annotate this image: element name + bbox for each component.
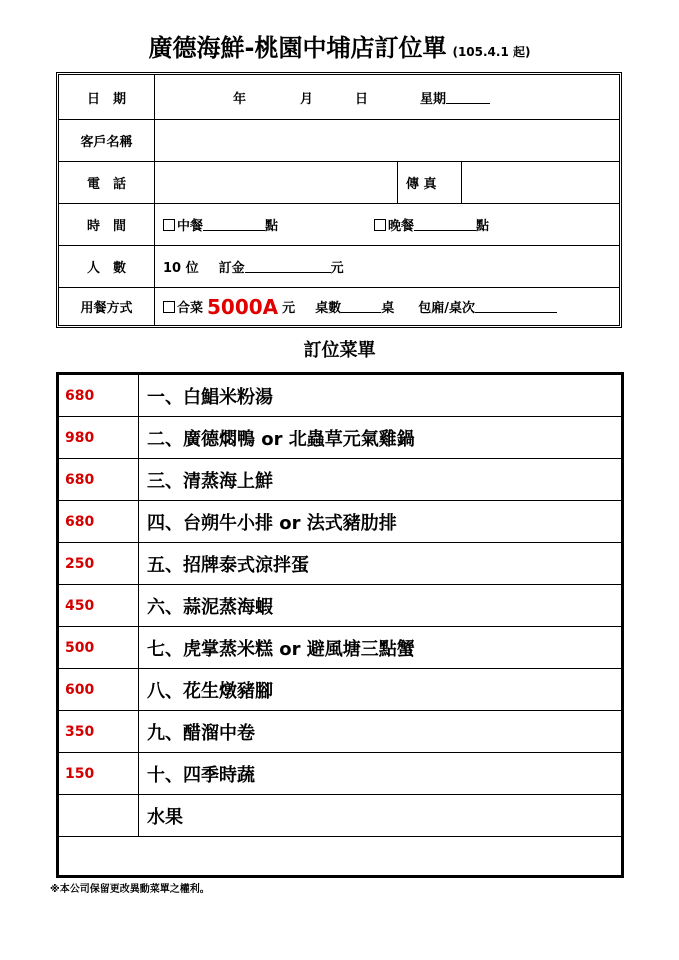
menu-row	[59, 669, 621, 711]
date-row	[59, 75, 619, 120]
menu-empty-row	[59, 837, 621, 875]
menu-row	[59, 627, 621, 669]
menu-price: 150	[59, 753, 139, 794]
date-label: 日 期	[59, 75, 155, 119]
deposit-unit: 元	[330, 261, 344, 276]
people-field	[155, 246, 619, 287]
menu-dish: 九、醋溜中卷	[147, 722, 255, 744]
year-text: 年	[233, 91, 247, 107]
menu-row	[59, 501, 621, 543]
fax-label: 傳 真	[398, 162, 462, 203]
people-row	[59, 246, 619, 288]
menu-price: 680	[59, 459, 139, 500]
menu-row	[59, 417, 621, 459]
menu-dish: 水果	[147, 806, 183, 828]
menu-dish: 八、花生燉豬腳	[147, 680, 273, 702]
lunch-checkbox[interactable]	[163, 219, 175, 231]
menu-price: 350	[59, 711, 139, 752]
date-field[interactable]	[155, 75, 619, 119]
footnote: ※本公司保留更改異動菜單之權利。	[50, 884, 210, 895]
menu-price: 250	[59, 543, 139, 584]
set-menu-checkbox[interactable]	[163, 301, 175, 313]
tables-unit: 桌	[381, 301, 395, 316]
menu-dish: 十、四季時蔬	[147, 764, 255, 786]
time-label: 時 間	[59, 204, 155, 245]
time-row	[59, 204, 619, 246]
deposit-blank[interactable]	[245, 260, 331, 273]
deposit-label: 訂金	[218, 261, 245, 276]
dining-row	[59, 288, 619, 325]
phone-label: 電 話	[59, 162, 155, 203]
booking-info-table	[56, 72, 622, 328]
menu-dish: 二、廣德燜鴨 or 北蟲草元氣雞鍋	[147, 428, 415, 450]
fax-field[interactable]	[462, 162, 619, 203]
menu-title: 訂位菜單	[303, 340, 376, 361]
weekday-blank[interactable]	[446, 91, 490, 104]
menu-price: 600	[59, 669, 139, 710]
dinner-checkbox[interactable]	[374, 219, 386, 231]
set-menu-unit: 元	[282, 301, 296, 316]
set-menu-label: 合菜	[177, 301, 204, 316]
menu-price: 500	[59, 627, 139, 668]
menu-dish: 七、虎掌蒸米糕 or 避風塘三點蟹	[147, 638, 415, 660]
menu-row	[59, 711, 621, 753]
customer-label: 客戶名稱	[59, 120, 155, 161]
customer-field[interactable]	[155, 120, 619, 161]
time-field	[155, 204, 619, 245]
menu-row	[59, 543, 621, 585]
menu-dish: 五、招牌泰式涼拌蛋	[147, 554, 309, 576]
dining-field	[155, 288, 619, 325]
lunch-blank[interactable]	[203, 218, 265, 231]
menu-dish: 六、蒜泥蒸海蝦	[147, 596, 273, 618]
menu-dish: 四、台朔牛小排 or 法式豬肋排	[147, 512, 397, 534]
menu-price	[59, 795, 139, 836]
menu-row	[59, 795, 621, 837]
menu-price: 680	[59, 501, 139, 542]
dining-label: 用餐方式	[59, 288, 155, 325]
room-blank[interactable]	[475, 300, 557, 313]
menu-price: 980	[59, 417, 139, 458]
tables-label: 桌數	[315, 301, 342, 316]
phone-row	[59, 162, 619, 204]
set-menu-price: 5000A	[207, 294, 279, 319]
lunch-label: 中餐	[177, 219, 204, 234]
phone-field[interactable]	[155, 162, 398, 203]
menu-dish: 三、清蒸海上鮮	[147, 470, 273, 492]
people-label: 人 數	[59, 246, 155, 287]
menu-row	[59, 375, 621, 417]
menu-row	[59, 459, 621, 501]
menu-table	[56, 372, 624, 878]
day-text: 日	[355, 91, 369, 107]
lunch-unit: 點	[265, 219, 279, 234]
menu-price: 680	[59, 375, 139, 416]
menu-row	[59, 753, 621, 795]
page-title	[0, 33, 679, 67]
effective-date: (105.4.1 起)	[452, 45, 531, 59]
dinner-unit: 點	[476, 219, 490, 234]
month-text: 月	[300, 91, 314, 107]
room-label: 包廂/桌次	[418, 301, 475, 316]
weekday-label: 星期	[420, 91, 447, 107]
dinner-blank[interactable]	[414, 218, 476, 231]
tables-blank[interactable]	[341, 300, 381, 313]
customer-row	[59, 120, 619, 162]
menu-dish: 一、白鯧米粉湯	[147, 386, 273, 408]
people-count: 10 位	[163, 261, 199, 276]
title-text: 廣德海鮮-桃園中埔店訂位單	[148, 34, 447, 62]
menu-price: 450	[59, 585, 139, 626]
dinner-label: 晚餐	[388, 219, 415, 234]
menu-row	[59, 585, 621, 627]
